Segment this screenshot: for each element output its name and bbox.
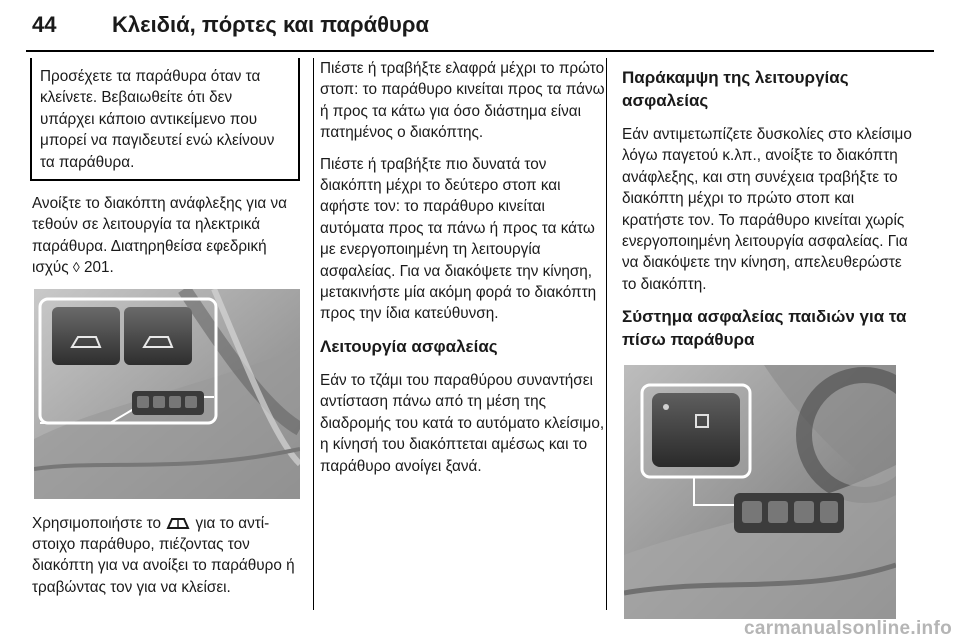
column-divider-2 (606, 58, 607, 610)
page-header (26, 0, 934, 52)
paragraph-switch-usage (32, 513, 300, 599)
child-lock-illustration (624, 365, 896, 619)
window-switch-icon (165, 515, 191, 531)
page-number: 44 (32, 12, 57, 37)
heading-safety-function: Λειτουργία ασφαλείας (320, 336, 498, 356)
heading-child-safety: Σύστημα ασφαλείας παιδιών για τα πίσω παράθυρα (622, 307, 907, 350)
column-2 (320, 58, 606, 487)
paragraph-switch-usage-text-2: για το αντίστοιχο παράθυρο, πιέζοντας τον διακόπτη για να ανοίξει το παράθυρο ή τραβώντας τον για να κλείσει. (32, 514, 295, 596)
paragraph-override-safety: Εάν αντιμετωπίζετε δυσκολίες στο κλείσιμο λόγω παγετού κ.λπ., ανοίξτε το διακόπτη ανάφλεξης, και στη συνέχεια τραβήξτε το διακόπτη μέχρι το πρώτο στοπ και κρατήστε τον. Το παράθυρο κινείται χωρίς ενεργοποιημένη λειτουργία ασφαλείας. Για να διακόψετε την κίνηση, απελευθερώστε το διακόπτη. (622, 126, 912, 293)
paragraph-ignition (32, 193, 300, 279)
warning-box (30, 58, 300, 181)
column-divider-1 (313, 58, 314, 610)
column-1 (32, 58, 300, 608)
header-rule (26, 50, 934, 52)
paragraph-switch-usage-text-1: Χρησιμοποιήστε το (32, 514, 161, 532)
window-switch-photo (34, 289, 300, 499)
page-ref-link[interactable]: 201. (84, 259, 114, 277)
paragraph-safety-function: Εάν το τζάμι του παραθύρου συναντήσει αντίσταση πάνω από τη μέση της διαδρομής του κατά το αυτόματο κλείσιμο, η κίνησή του διακόπτεται αμέσως και το παράθυρο ανοίγει ξανά. (320, 371, 605, 475)
window-switch-illustration (34, 289, 300, 499)
heading-override-safety: Παράκαμψη της λειτουργίας ασφαλείας (622, 68, 849, 110)
paragraph-first-stop: Πιέστε ή τραβήξτε ελαφρά μέχρι το πρώτο στοπ: το παράθυρο κινείται προς τα πάνω ή προς τα κάτω για όσο διάστημα είναι πατημένος ο διακόπτης. (320, 60, 605, 142)
warning-text: Προσέχετε τα παράθυρα όταν τα κλείνετε. Βεβαιωθείτε ότι δεν υπάρχει κάποιο αντικείμενο που μπορεί να παγιδευτεί ενώ κλείνουν τα παράθυρα. (40, 68, 275, 171)
paragraph-ignition-text: Ανοίξτε το διακόπτη ανάφλεξης για να τεθούν σε λειτουργία τα ηλεκτρικά παράθυρα. Διατηρηθείσα εφεδρική ισχύς (32, 195, 287, 277)
page-title: Κλειδιά, πόρτες και παράθυρα (112, 12, 429, 37)
column-3 (622, 58, 912, 619)
page-ref-arrow-icon: ◊ (72, 259, 80, 276)
watermark: carmanualsonline.info (744, 618, 952, 639)
child-lock-photo (624, 365, 896, 619)
paragraph-second-stop: Πιέστε ή τραβήξτε πιο δυνατά τον διακόπτη μέχρι το δεύτερο στοπ και αφήστε τον: το παράθυρο κινείται αυτόματα προς τα πάνω ή προς τα κάτω με ενεργοποιημένη τη λειτουργία ασφαλείας. Για να διακόψετε την κίνηση, μετακινήστε μία ακόμη φορά το διακόπτη προς την ίδια κατεύθυνση. (320, 155, 597, 323)
